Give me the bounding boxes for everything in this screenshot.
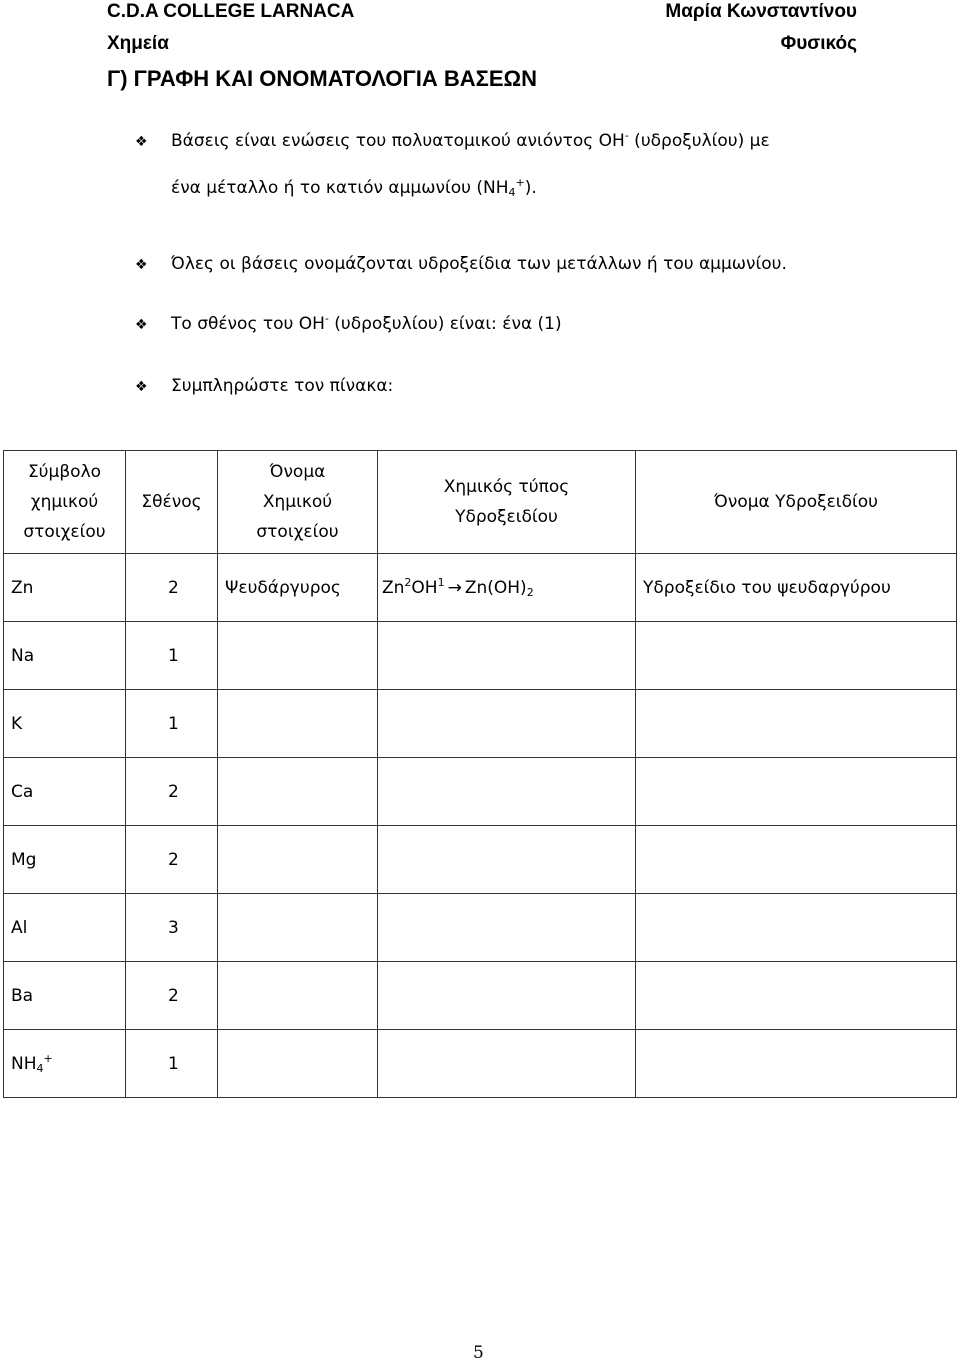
header-text: Σύμβολο bbox=[27, 462, 102, 482]
cell-hydroxide-name[interactable] bbox=[636, 1030, 957, 1098]
cell-symbol: Ca bbox=[4, 758, 126, 826]
superscript: - bbox=[324, 312, 329, 325]
teacher-name: Μαρία Κωνσταντίνου bbox=[665, 1, 857, 22]
cell-symbol: Zn bbox=[4, 554, 126, 622]
table-row bbox=[4, 1030, 957, 1098]
cell-valence: 2 bbox=[126, 758, 218, 826]
subscript: 2 bbox=[526, 585, 534, 599]
bullet-text: Όλες οι βάσεις ονομάζονται υδροξείδια των μετάλλων ή του αμμωνίου. bbox=[171, 254, 787, 274]
formula-part: Zn(OH) bbox=[464, 577, 527, 598]
cell-valence: 2 bbox=[126, 554, 218, 622]
header-text: στοιχείου bbox=[256, 522, 339, 542]
diamond-bullet-icon: ❖ bbox=[135, 317, 148, 333]
cell-element-name[interactable] bbox=[218, 894, 378, 962]
cell-hydroxide-name[interactable] bbox=[636, 826, 957, 894]
cell-formula[interactable] bbox=[378, 894, 636, 962]
bullet-naming bbox=[135, 254, 787, 274]
table-row bbox=[4, 962, 957, 1030]
cell-formula[interactable] bbox=[378, 622, 636, 690]
cell-symbol: Al bbox=[4, 894, 126, 962]
cell-formula[interactable] bbox=[378, 826, 636, 894]
bullet-text: Βάσεις είναι ενώσεις του πολυατομικού ανιόντος ΟΗ bbox=[171, 131, 625, 151]
school-name: C.D.A COLLEGE LARNACA bbox=[107, 1, 355, 22]
cell-element-name[interactable] bbox=[218, 758, 378, 826]
subject-name: Χημεία bbox=[107, 33, 169, 54]
superscript: - bbox=[624, 129, 629, 142]
superscript: + bbox=[515, 176, 525, 189]
bullet-text: ). bbox=[524, 178, 537, 198]
cell-symbol: K bbox=[4, 690, 126, 758]
bullet-valence bbox=[135, 314, 562, 334]
superscript: 1 bbox=[437, 575, 445, 589]
cell-valence: 3 bbox=[126, 894, 218, 962]
cell-symbol: Ba bbox=[4, 962, 126, 1030]
cell-hydroxide-name[interactable] bbox=[636, 622, 957, 690]
cell-formula bbox=[378, 554, 636, 622]
diamond-bullet-icon: ❖ bbox=[135, 379, 148, 395]
bullet-text: (υδροξυλίου) είναι: ένα (1) bbox=[328, 314, 562, 334]
bullet-text: Το σθένος του ΟΗ bbox=[171, 314, 325, 334]
cell-element-name[interactable] bbox=[218, 690, 378, 758]
hydroxide-table bbox=[3, 450, 957, 1098]
table-header-row bbox=[4, 451, 957, 554]
header-valence: Σθένος bbox=[126, 451, 218, 554]
table-row bbox=[4, 894, 957, 962]
cell-hydroxide-name[interactable] bbox=[636, 962, 957, 1030]
cell-valence: 1 bbox=[126, 690, 218, 758]
cell-hydroxide-name: Υδροξείδιο του ψευδαργύρου bbox=[636, 554, 957, 622]
cell-formula[interactable] bbox=[378, 962, 636, 1030]
header-element-name bbox=[218, 451, 378, 554]
cell-symbol bbox=[4, 1030, 126, 1098]
cell-element-name: Ψευδάργυρος bbox=[218, 554, 378, 622]
diamond-bullet-icon: ❖ bbox=[135, 257, 148, 273]
formula-part: Zn bbox=[382, 577, 405, 598]
header-text: χημικού bbox=[30, 492, 99, 512]
cell-symbol: Mg bbox=[4, 826, 126, 894]
header-symbol bbox=[4, 451, 126, 554]
cell-element-name[interactable] bbox=[218, 622, 378, 690]
bullet-instruction bbox=[135, 376, 393, 396]
cell-formula[interactable] bbox=[378, 758, 636, 826]
cell-hydroxide-name[interactable] bbox=[636, 758, 957, 826]
subscript: 4 bbox=[508, 186, 516, 199]
formula-part: OH bbox=[411, 577, 438, 598]
cell-hydroxide-name[interactable] bbox=[636, 690, 957, 758]
header-formula bbox=[378, 451, 636, 554]
table-row bbox=[4, 826, 957, 894]
bullet-definition bbox=[135, 131, 770, 151]
page-number: 5 bbox=[473, 1343, 484, 1363]
superscript: + bbox=[43, 1051, 53, 1065]
header-hydroxide-name: Όνομα Υδροξειδίου bbox=[636, 451, 957, 554]
cell-element-name[interactable] bbox=[218, 962, 378, 1030]
bullet-text: ένα μέταλλο ή το κατιόν αμμωνίου (ΝΗ bbox=[171, 178, 509, 198]
cell-element-name[interactable] bbox=[218, 1030, 378, 1098]
table-row bbox=[4, 554, 957, 622]
cell-formula[interactable] bbox=[378, 1030, 636, 1098]
header-text: Υδροξειδίου bbox=[455, 507, 558, 527]
cell-formula[interactable] bbox=[378, 690, 636, 758]
bullet-text: (υδροξυλίου) με bbox=[628, 131, 770, 151]
section-title: Γ) ΓΡΑΦΗ ΚΑΙ ΟΝΟΜΑΤΟΛΟΓΙΑ ΒΑΣΕΩΝ bbox=[107, 66, 538, 91]
cell-symbol: Na bbox=[4, 622, 126, 690]
table-row bbox=[4, 758, 957, 826]
bullet-text: Συμπληρώστε τον πίνακα: bbox=[171, 376, 394, 396]
header-text: Όνομα bbox=[269, 462, 326, 482]
teacher-role: Φυσικός bbox=[780, 33, 857, 54]
cell-element-name[interactable] bbox=[218, 826, 378, 894]
table-row bbox=[4, 690, 957, 758]
header-text: Χημικού bbox=[262, 492, 333, 512]
cell-valence: 2 bbox=[126, 826, 218, 894]
cell-hydroxide-name[interactable] bbox=[636, 894, 957, 962]
header-text: Χημικός τύπος bbox=[443, 477, 570, 497]
symbol-text: NH bbox=[11, 1053, 37, 1074]
header-text: στοιχείου bbox=[23, 522, 106, 542]
cell-valence: 1 bbox=[126, 622, 218, 690]
table-row bbox=[4, 622, 957, 690]
cell-valence: 2 bbox=[126, 962, 218, 1030]
subscript: 4 bbox=[36, 1061, 44, 1075]
arrow-right-icon: → bbox=[447, 577, 462, 598]
cell-valence: 1 bbox=[126, 1030, 218, 1098]
bullet-definition-continued bbox=[171, 178, 537, 198]
superscript: 2 bbox=[404, 575, 412, 589]
diamond-bullet-icon: ❖ bbox=[135, 134, 148, 150]
